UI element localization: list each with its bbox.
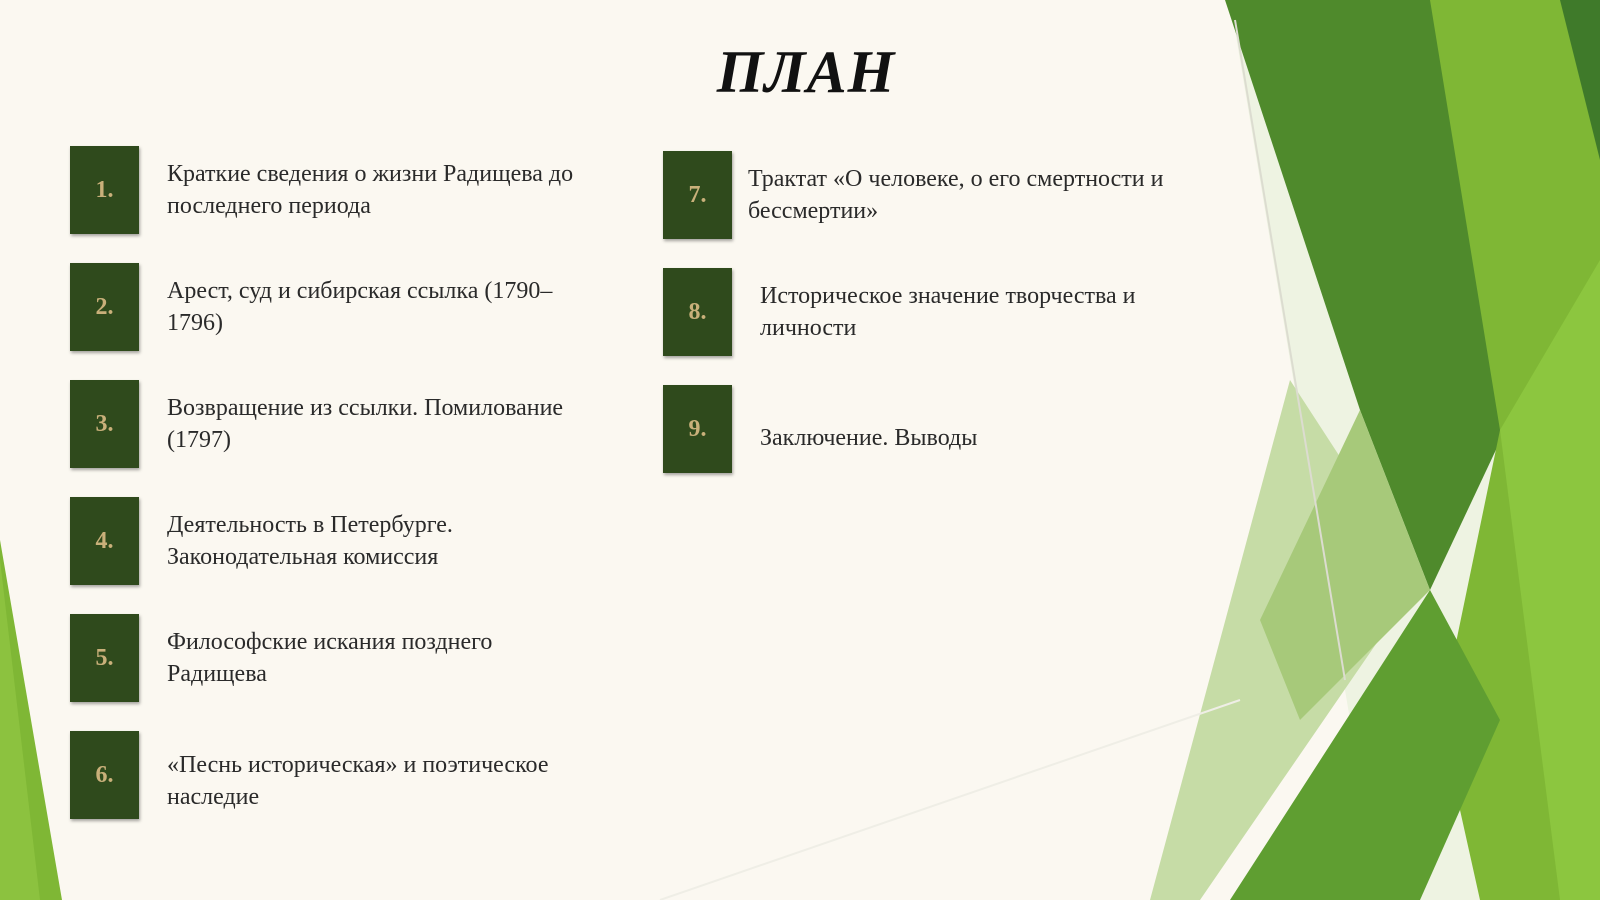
number-box — [663, 151, 732, 239]
item-number: 7. — [688, 181, 707, 208]
number-box — [70, 497, 139, 585]
number-box — [70, 614, 139, 702]
plan-item-6 — [70, 731, 617, 819]
item-number: 3. — [95, 410, 114, 437]
item-text: Заключение. Выводы — [760, 425, 978, 451]
item-text: Краткие сведения о жизни Радищева до последнего периода — [167, 161, 574, 219]
plan-item-2 — [70, 263, 607, 351]
item-number: 9. — [688, 415, 707, 442]
number-box — [70, 146, 139, 234]
item-number: 1. — [95, 176, 114, 203]
number-box — [70, 380, 139, 468]
plan-item-9 — [663, 385, 1200, 473]
item-text: Деятельность в Петербурге. Законодательная комиссия — [167, 512, 453, 570]
left-green-wedge-light — [0, 560, 40, 900]
item-text: Возвращение из ссылки. Помилование (1797) — [167, 395, 564, 453]
item-text: Арест, суд и сибирская ссылка (1790–1796) — [167, 278, 553, 336]
item-text: «Песнь историческая» и поэтическое наследие — [167, 752, 549, 810]
slide-title — [0, 38, 1600, 107]
plan-item-4 — [70, 497, 567, 585]
item-number: 6. — [95, 761, 114, 788]
plan-item-3 — [70, 380, 627, 468]
item-text: Трактат «О человеке, о его смертности и бессмертии» — [748, 166, 1164, 224]
number-box — [70, 731, 139, 819]
number-box — [70, 263, 139, 351]
number-box — [663, 268, 732, 356]
item-number: 4. — [95, 527, 114, 554]
item-text: Историческое значение творчества и личности — [760, 283, 1136, 341]
item-number: 8. — [688, 298, 707, 325]
plan-item-1 — [70, 146, 627, 234]
item-text: Философские искания позднего Радищева — [167, 629, 493, 687]
plan-item-5 — [70, 614, 567, 702]
item-number: 2. — [95, 293, 114, 320]
diagonal-faint-line — [660, 700, 1240, 900]
plan-item-8 — [663, 268, 1200, 356]
plan-item-7 — [663, 151, 1238, 239]
item-number: 5. — [95, 644, 114, 671]
slide-title-text: ПЛАН — [716, 39, 896, 105]
number-box — [663, 385, 732, 473]
